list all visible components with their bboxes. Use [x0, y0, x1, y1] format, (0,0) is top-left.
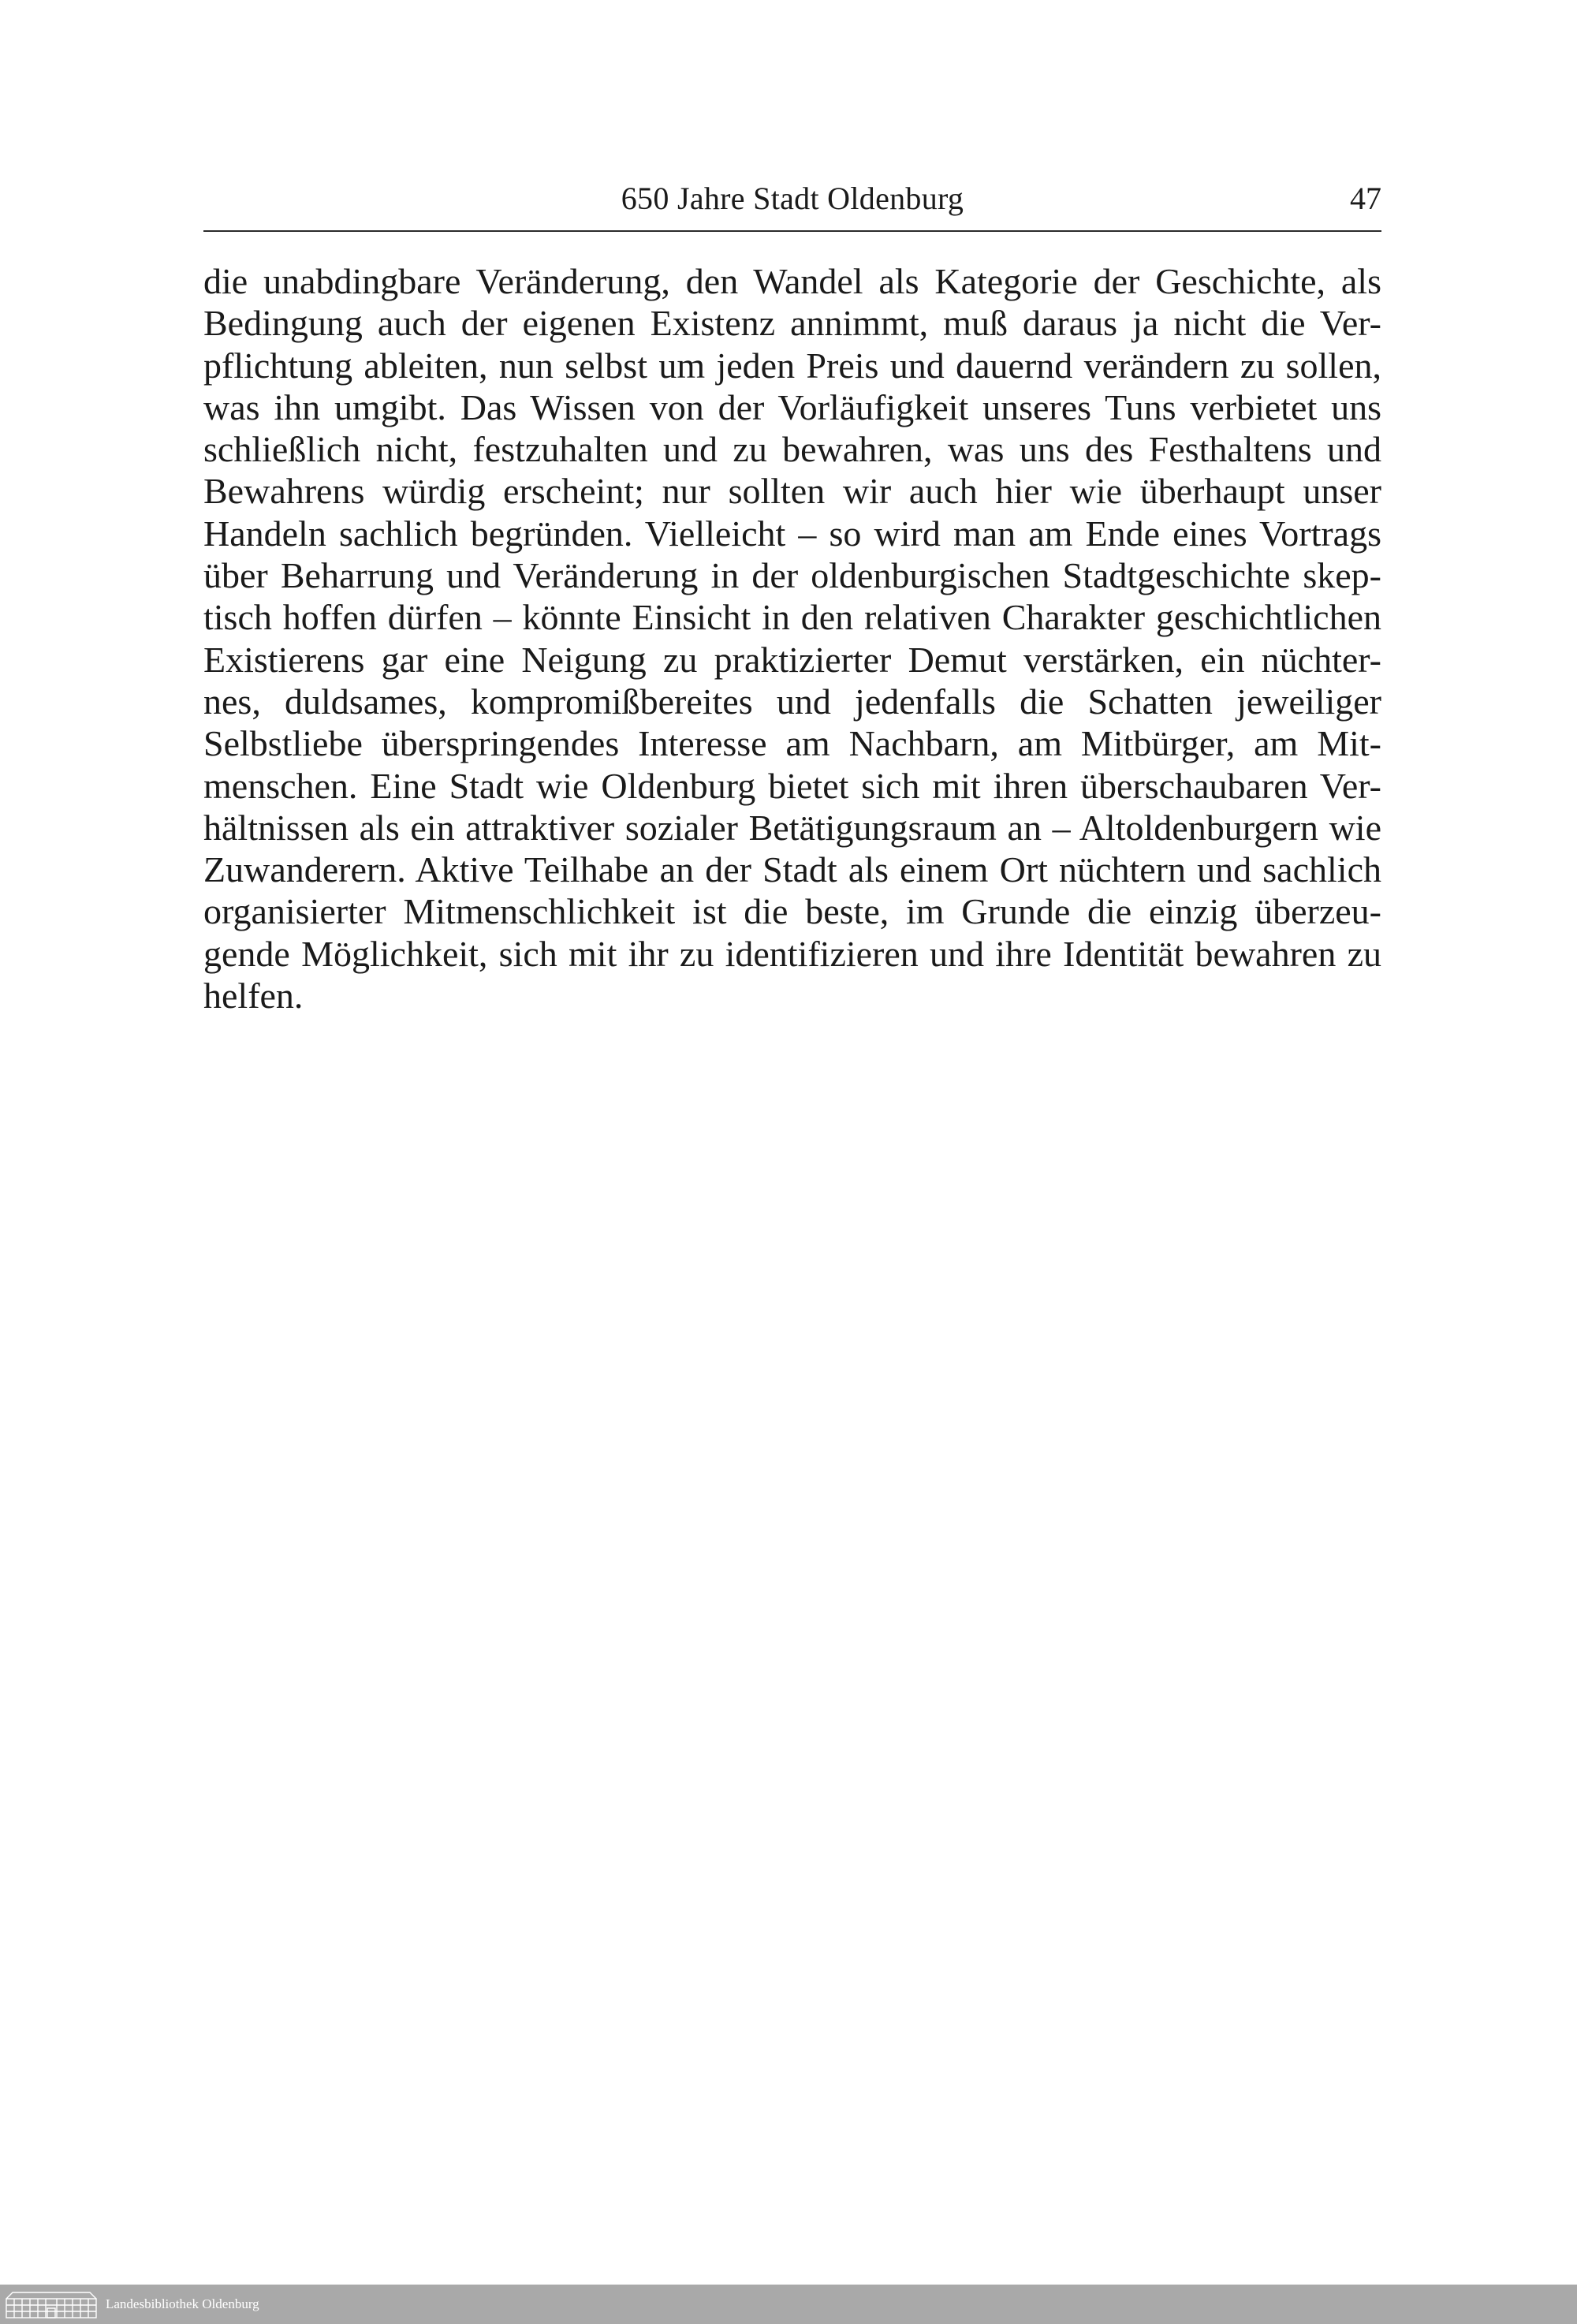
page-header [203, 175, 1381, 230]
text-line: nes, duldsames, kompromißbereites und jedenfalls die Schatten jeweiliger [203, 681, 1381, 722]
text-line: organisierter Mitmenschlichkeit ist die beste, im Grunde die einzig überzeu- [203, 891, 1381, 932]
text-line: Existierens gar eine Neigung zu praktizierter Demut verstärken, ein nüchter- [203, 639, 1381, 680]
text-line: pflichtung ableiten, nun selbst um jeden Preis und dauernd verändern zu sollen, [203, 345, 1381, 386]
text-line: die unabdingbare Veränderung, den Wandel als Kategorie der Geschichte, als [203, 261, 1381, 301]
text-line: helfen. [203, 975, 304, 1017]
library-name: Landesbibliothek Oldenburg [106, 2296, 259, 2311]
running-title: 650 Jahre Stadt Oldenburg [621, 181, 964, 216]
footer-bar [0, 2285, 1577, 2324]
text-line: menschen. Eine Stadt wie Oldenburg bietet sich mit ihren überschaubaren Ver- [203, 765, 1381, 806]
text-line: Handeln sachlich begründen. Vielleicht – so wird man am Ende eines Vortrags [203, 513, 1381, 554]
text-line: über Beharrung und Veränderung in der oldenburgischen Stadtgeschichte skep- [203, 555, 1381, 596]
header-rule [203, 230, 1381, 232]
text-line: schließlich nicht, festzuhalten und zu bewahren, was uns des Festhaltens und [203, 429, 1381, 470]
text-line: tisch hoffen dürfen – könnte Einsicht in den relativen Charakter geschichtlichen [203, 597, 1381, 638]
text-line: Bewahrens würdig erscheint; nur sollten wir auch hier wie überhaupt unser [203, 471, 1381, 512]
text-line: was ihn umgibt. Das Wissen von der Vorläufigkeit unseres Tuns verbietet uns [203, 386, 1381, 427]
page-number: 47 [1350, 181, 1381, 216]
body-text [203, 260, 1381, 1017]
library-building-icon [5, 2289, 98, 2319]
text-line: hältnissen als ein attraktiver sozialer Betätigungsraum an – Altoldenburgern wie [203, 807, 1381, 848]
text-line: Zuwanderern. Aktive Teilhabe an der Stadt als einem Ort nüchtern und sachlich [203, 849, 1381, 890]
text-line: gende Möglichkeit, sich mit ihr zu identifizieren und ihre Identität bewahren zu [203, 933, 1381, 974]
text-line: Selbstliebe überspringendes Interesse am Nachbarn, am Mitbürger, am Mit- [203, 723, 1381, 764]
text-line: Bedingung auch der eigenen Existenz annimmt, muß daraus ja nicht die Ver- [203, 303, 1381, 344]
